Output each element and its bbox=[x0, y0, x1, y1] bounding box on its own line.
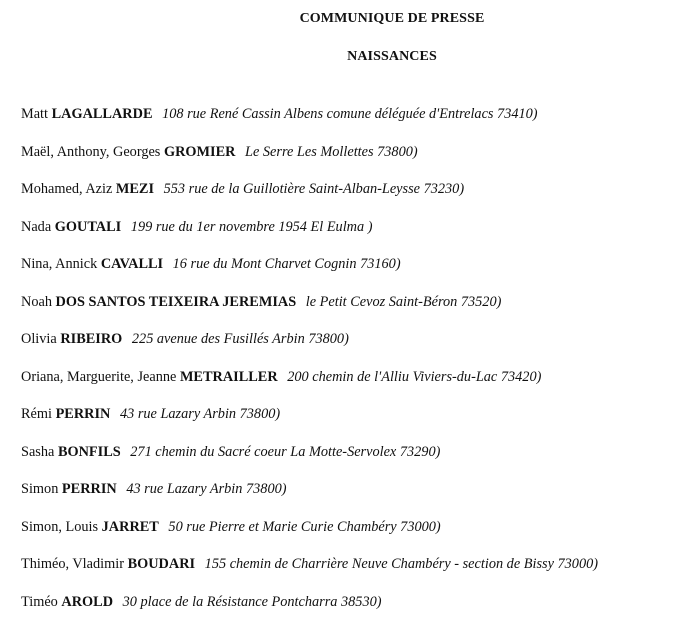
birth-entry bbox=[21, 141, 696, 179]
surname: RIBEIRO bbox=[60, 331, 122, 347]
birth-entry bbox=[21, 178, 696, 216]
address: 199 rue du 1er novembre 1954 El Eulma ) bbox=[131, 219, 373, 235]
given-names: Maël, Anthony, Georges bbox=[21, 144, 160, 160]
given-names: Noah bbox=[21, 294, 52, 310]
address: 43 rue Lazary Arbin 73800) bbox=[120, 406, 280, 422]
birth-entry bbox=[21, 291, 696, 329]
given-names: Sasha bbox=[21, 444, 54, 460]
surname: PERRIN bbox=[56, 406, 111, 422]
address: 271 chemin du Sacré coeur La Motte-Servolex 73290) bbox=[130, 444, 440, 460]
given-names: Simon bbox=[21, 481, 58, 497]
surname: METRAILLER bbox=[180, 369, 278, 385]
birth-entry bbox=[21, 103, 696, 141]
given-names: Simon, Louis bbox=[21, 519, 98, 535]
birth-entry bbox=[21, 516, 696, 554]
address: 553 rue de la Guillotière Saint-Alban-Leysse 73230) bbox=[164, 181, 464, 197]
surname: DOS SANTOS TEIXEIRA JEREMIAS bbox=[56, 294, 297, 310]
birth-list bbox=[21, 103, 696, 628]
surname: AROLD bbox=[61, 594, 113, 610]
birth-entry bbox=[21, 366, 696, 404]
given-names: Olivia bbox=[21, 331, 57, 347]
given-names: Nina, Annick bbox=[21, 256, 97, 272]
birth-entry bbox=[21, 478, 696, 516]
surname: PERRIN bbox=[62, 481, 117, 497]
given-names: Timéo bbox=[21, 594, 58, 610]
birth-entry bbox=[21, 553, 696, 591]
surname: GOUTALI bbox=[55, 219, 121, 235]
address: 43 rue Lazary Arbin 73800) bbox=[126, 481, 286, 497]
address: 225 avenue des Fusillés Arbin 73800) bbox=[132, 331, 349, 347]
surname: GROMIER bbox=[164, 144, 236, 160]
section-title: NAISSANCES bbox=[0, 49, 700, 65]
address: Le Serre Les Mollettes 73800) bbox=[245, 144, 418, 160]
birth-entry bbox=[21, 328, 696, 366]
address: 108 rue René Cassin Albens comune déléguée d'Entrelacs 73410) bbox=[162, 106, 538, 122]
given-names: Mohamed, Aziz bbox=[21, 181, 112, 197]
address: le Petit Cevoz Saint-Béron 73520) bbox=[306, 294, 502, 310]
address: 50 rue Pierre et Marie Curie Chambéry 73000) bbox=[168, 519, 440, 535]
birth-entry bbox=[21, 591, 696, 628]
birth-entry bbox=[21, 441, 696, 479]
given-names: Nada bbox=[21, 219, 51, 235]
document-title: COMMUNIQUE DE PRESSE bbox=[0, 11, 700, 27]
surname: JARRET bbox=[102, 519, 159, 535]
address: 200 chemin de l'Alliu Viviers-du-Lac 73420) bbox=[287, 369, 541, 385]
address: 155 chemin de Charrière Neuve Chambéry - section de Bissy 73000) bbox=[205, 556, 598, 572]
given-names: Rémi bbox=[21, 406, 52, 422]
birth-entry bbox=[21, 253, 696, 291]
surname: CAVALLI bbox=[101, 256, 163, 272]
surname: BONFILS bbox=[58, 444, 121, 460]
address: 16 rue du Mont Charvet Cognin 73160) bbox=[173, 256, 401, 272]
birth-entry bbox=[21, 403, 696, 441]
address: 30 place de la Résistance Pontcharra 38530) bbox=[123, 594, 382, 610]
given-names: Matt bbox=[21, 106, 48, 122]
given-names: Oriana, Marguerite, Jeanne bbox=[21, 369, 176, 385]
surname: BOUDARI bbox=[128, 556, 196, 572]
given-names: Thiméo, Vladimir bbox=[21, 556, 124, 572]
surname: LAGALLARDE bbox=[52, 106, 153, 122]
birth-entry bbox=[21, 216, 696, 254]
surname: MEZI bbox=[116, 181, 154, 197]
